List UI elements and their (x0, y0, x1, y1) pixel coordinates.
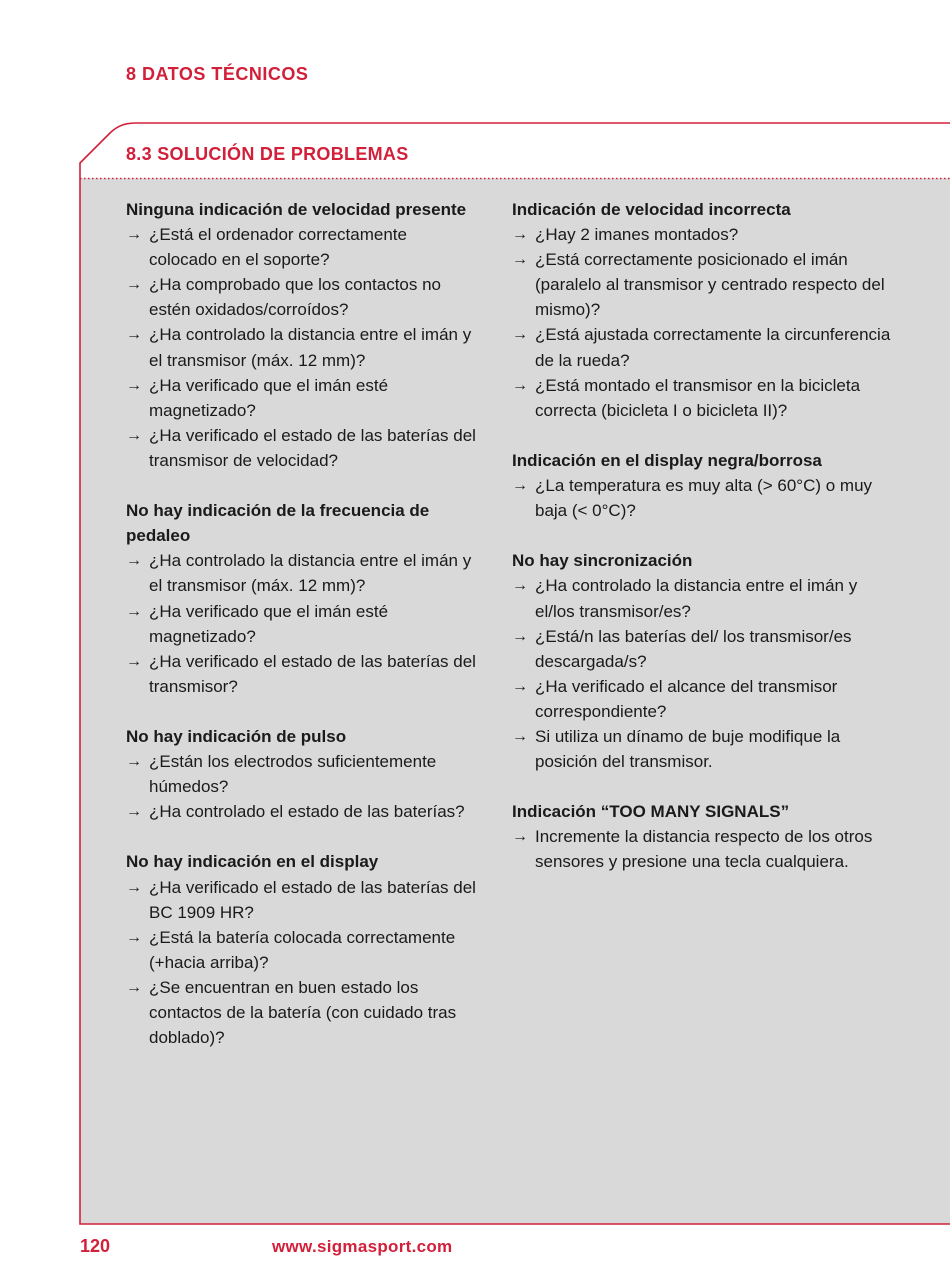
troubleshooting-block (512, 197, 892, 423)
arrow-right-icon: → (126, 878, 142, 896)
list-item-text: ¿Está correctamente posicionado el imán (paralelo al transmisor y centrado respecto del mismo)? (535, 250, 885, 320)
list-item (126, 548, 476, 598)
list-item-text: ¿Ha controlado la distancia entre el imán y el/los transmisor/es? (535, 576, 858, 621)
list-item-text: ¿Ha verificado que el imán esté magnetizado? (149, 601, 389, 646)
list-item (126, 975, 476, 1050)
arrow-right-icon: → (126, 552, 142, 570)
arrow-right-icon: → (512, 577, 528, 595)
left-column (126, 197, 476, 1075)
list-item-text: ¿Ha verificado el alcance del transmisor correspondiente? (535, 676, 838, 721)
list-item (512, 473, 892, 523)
list-item (512, 573, 892, 623)
chapter-title: 8 DATOS TÉCNICOS (126, 64, 309, 84)
arrow-right-icon: → (126, 803, 142, 821)
troubleshooting-block (126, 724, 476, 824)
arrow-right-icon: → (126, 978, 142, 996)
list-item-text: ¿Hay 2 imanes montados? (535, 225, 739, 245)
block-title: Ninguna indicación de velocidad presente (126, 200, 467, 219)
arrow-right-icon: → (512, 627, 528, 645)
arrow-right-icon: → (512, 226, 528, 244)
arrow-right-icon: → (512, 677, 528, 695)
arrow-right-icon: → (126, 753, 142, 771)
list-item-text: ¿Ha controlado el estado de las baterías? (149, 802, 465, 822)
list-item-text: ¿Se encuentran en buen estado los contactos de la batería (con cuidado tras doblado)? (149, 977, 457, 1048)
list-item (126, 875, 476, 925)
arrow-right-icon: → (126, 226, 142, 244)
list-item (512, 824, 892, 874)
troubleshooting-block (126, 849, 476, 1050)
list-item-text: ¿Están los electrodos suficientemente húmedos? (149, 752, 437, 797)
block-title: No hay indicación de la frecuencia de pedaleo (126, 501, 430, 546)
list-item-text: ¿Está montado el transmisor en la bicicleta correcta (bicicleta I o bicicleta II)? (535, 375, 861, 420)
list-item (512, 322, 892, 372)
right-column (512, 197, 892, 900)
arrow-right-icon: → (126, 276, 142, 294)
list-item-text: ¿Ha comprobado que los contactos no estén oxidados/corroídos? (149, 275, 442, 320)
arrow-right-icon: → (512, 251, 528, 269)
arrow-right-icon: → (126, 652, 142, 670)
arrow-right-icon: → (512, 828, 528, 846)
troubleshooting-block (126, 498, 476, 699)
list-item (126, 322, 476, 372)
list-item (126, 222, 476, 272)
list-item-text: ¿Ha controlado la distancia entre el imán y el transmisor (máx. 12 mm)? (149, 551, 472, 596)
troubleshooting-block (126, 197, 476, 473)
section-title: 8.3 SOLUCIÓN DE PROBLEMAS (126, 144, 409, 164)
list-item-text: ¿Está el ordenador correctamente colocado en el soporte? (149, 225, 407, 270)
block-title: No hay indicación de pulso (126, 726, 347, 746)
list-item (512, 674, 892, 724)
list-item-text: ¿Ha verificado el estado de las baterías del transmisor? (149, 651, 476, 696)
list-item (126, 599, 476, 649)
arrow-right-icon: → (126, 602, 142, 620)
block-title: Indicación “TOO MANY SIGNALS” (512, 802, 790, 822)
block-title: Indicación en el display negra/borrosa (512, 450, 822, 470)
arrow-right-icon: → (126, 376, 142, 394)
arrow-right-icon: → (512, 376, 528, 394)
arrow-right-icon: → (512, 326, 528, 344)
list-item-text: ¿Ha verificado el estado de las baterías del transmisor de velocidad? (149, 425, 476, 470)
list-item (512, 624, 892, 674)
block-title: No hay indicación en el display (126, 852, 379, 872)
arrow-right-icon: → (512, 727, 528, 745)
arrow-right-icon: → (126, 326, 142, 344)
list-item-text: ¿Está ajustada correctamente la circunferencia de la rueda? (535, 325, 891, 370)
list-item-text: Si utiliza un dínamo de buje modifique la posición del transmisor. (535, 726, 841, 772)
list-item-text: Incremente la distancia respecto de los otros sensores y presione una tecla cualquiera. (535, 827, 873, 872)
page-number: 120 (80, 1236, 111, 1256)
list-item-text: ¿Está la batería colocada correctamente (+hacia arriba)? (149, 927, 456, 972)
list-item (126, 272, 476, 322)
list-item (512, 247, 892, 322)
list-item-text: ¿Ha verificado el estado de las baterías del BC 1909 HR? (149, 877, 476, 922)
block-title: Indicación de velocidad incorrecta (512, 200, 791, 219)
list-item (126, 925, 476, 975)
list-item (512, 222, 892, 247)
troubleshooting-block (512, 799, 892, 874)
list-item-text: ¿La temperatura es muy alta (> 60°C) o muy baja (< 0°C)? (535, 476, 873, 521)
website-url[interactable]: www.sigmasport.com (272, 1237, 453, 1256)
troubleshooting-block (512, 448, 892, 523)
list-item (512, 373, 892, 423)
list-item (126, 649, 476, 699)
list-item (126, 799, 476, 824)
list-item (126, 749, 476, 799)
arrow-right-icon: → (512, 477, 528, 495)
arrow-right-icon: → (126, 928, 142, 946)
block-title: No hay sincronización (512, 551, 693, 571)
troubleshooting-block (512, 548, 892, 774)
list-item-text: ¿Está/n las baterías del/ los transmisor/es descargada/s? (535, 626, 852, 671)
list-item (512, 724, 892, 774)
arrow-right-icon: → (126, 426, 142, 444)
list-item-text: ¿Ha controlado la distancia entre el imán y el transmisor (máx. 12 mm)? (149, 325, 472, 370)
list-item (126, 423, 476, 473)
list-item (126, 373, 476, 423)
list-item-text: ¿Ha verificado que el imán esté magnetizado? (149, 375, 389, 420)
